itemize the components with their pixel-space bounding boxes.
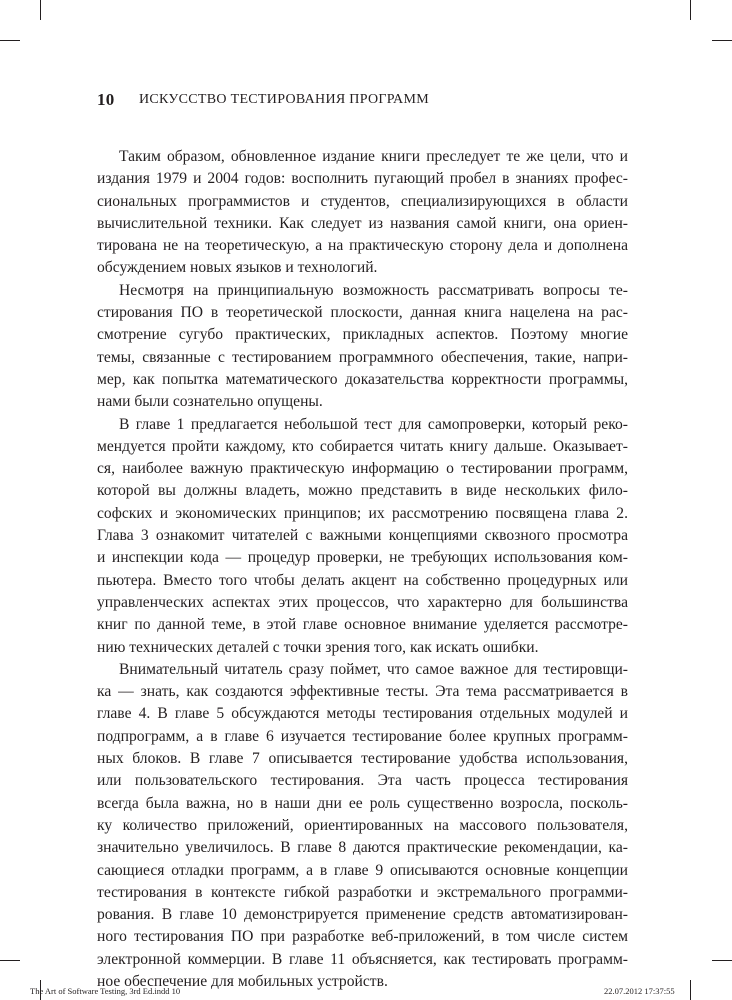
text-line: мендуется пройти каждому, кто собирается читать книгу дальше. Оказывает- bbox=[97, 437, 628, 455]
text-line: ся, наиболее важную практическую информацию о тестировании программ, bbox=[97, 460, 628, 478]
crop-mark bbox=[712, 40, 732, 41]
text-line: главе 4. В главе 5 обсуждаются методы тестирования отдельных модулей и bbox=[97, 705, 628, 723]
text-line: издания 1979 и 2004 годов: восполнить пугающий пробел в знаниях профес- bbox=[97, 170, 628, 188]
slug-right: 22.07.2012 17:37:55 bbox=[604, 986, 675, 996]
crop-mark bbox=[0, 960, 20, 961]
slug-left: The Art of Software Testing, 3rd Ed.indd 10 bbox=[30, 986, 181, 996]
text-line: ное обеспечение для мобильных устройств. bbox=[97, 972, 388, 990]
body-text bbox=[97, 146, 628, 993]
text-line: сиональных программистов и студентов, специализирующихся в области bbox=[97, 192, 628, 210]
text-line: рования. В главе 10 демонстрируется применение средств автоматизирован- bbox=[97, 906, 628, 924]
text-line: стирования ПО в теоретической плоскости, данная книга нацелена на рас- bbox=[97, 304, 628, 322]
crop-mark bbox=[712, 960, 732, 961]
text-line: тестирования в контексте гибкой разработки и экстремального программи- bbox=[97, 883, 628, 901]
text-line: Таким образом, обновленное издание книги преследует те же цели, что и bbox=[119, 148, 628, 165]
text-line: и инспекции кода — процедур проверки, не требующих использования ком- bbox=[97, 549, 628, 567]
text-line: смотрение сугубо практических, прикладных аспектов. Поэтому многие bbox=[97, 326, 628, 344]
text-line: ка — знать, как создаются эффективные тесты. Эта тема рассматривается в bbox=[97, 683, 628, 701]
text-line: нами были сознательно опущены. bbox=[97, 393, 323, 411]
text-line: ку количество приложений, ориентированных на массового пользователя, bbox=[97, 816, 628, 834]
text-line: или пользовательского тестирования. Эта часть процесса тестирования bbox=[97, 772, 628, 790]
text-line: сающиеся отладки программ, а в главе 9 описываются основные концепции bbox=[97, 861, 628, 879]
text-line: ного тестирования ПО при разработке веб-приложений, в том числе систем bbox=[97, 928, 628, 946]
text-line: всегда была важна, но в наши дни ее роль существенно возросла, посколь- bbox=[97, 794, 628, 812]
text-line: В главе 1 предлагается небольшой тест для самопроверки, который реко- bbox=[119, 415, 628, 433]
text-line: темы, связанные с тестированием программного обеспечения, такие, напри- bbox=[97, 348, 628, 366]
crop-mark bbox=[690, 980, 691, 1000]
text-line: подпрограмм, а в главе 6 изучается тестирование более крупных программ- bbox=[97, 727, 628, 745]
page-number: 10 bbox=[97, 90, 115, 109]
running-title: ИСКУССТВО ТЕСТИРОВАНИЯ ПРОГРАММ bbox=[139, 92, 429, 107]
text-line: книг по данной теме, в этой главе основное внимание уделяется рассмотре- bbox=[97, 616, 628, 634]
crop-mark bbox=[40, 0, 41, 20]
text-line: обсуждением новых языков и технологий. bbox=[97, 259, 378, 277]
text-line: значительно увеличилось. В главе 8 даются практические рекомендации, ка- bbox=[97, 839, 628, 857]
text-line: вычислительной техники. Как следует из названия самой книги, она ориен- bbox=[97, 214, 628, 232]
crop-mark bbox=[690, 0, 691, 20]
text-line: нию технических деталей с точки зрения того, как искать ошибки. bbox=[97, 638, 539, 656]
text-line: Несмотря на принципиальную возможность рассматривать вопросы те- bbox=[119, 281, 628, 299]
text-line: электронной коммерции. В главе 11 объясняется, как тестировать программ- bbox=[97, 950, 628, 968]
text-line: тирована не на теоретическую, а на практическую сторону дела и дополнена bbox=[97, 237, 628, 255]
text-line: софских и экономических принципов; их рассмотрению посвящена глава 2. bbox=[97, 504, 628, 522]
text-line: которой вы должны владеть, можно представить в виде нескольких фило- bbox=[97, 482, 628, 500]
crop-mark bbox=[0, 40, 20, 41]
text-line: мер, как попытка математического доказательства корректности программы, bbox=[97, 370, 628, 388]
text-line: пьютера. Вместо того чтобы делать акцент на собственно процедурных или bbox=[97, 571, 628, 589]
text-line: ных блоков. В главе 7 описывается тестирование удобства использования, bbox=[97, 750, 628, 768]
text-line: Глава 3 ознакомит читателей с важными концепциями сквозного просмотра bbox=[97, 527, 628, 545]
text-line: управленческих аспектах этих процессов, что характерно для большинства bbox=[97, 593, 628, 611]
text-line: Внимательный читатель сразу поймет, что самое важное для тестировщи- bbox=[119, 660, 628, 678]
